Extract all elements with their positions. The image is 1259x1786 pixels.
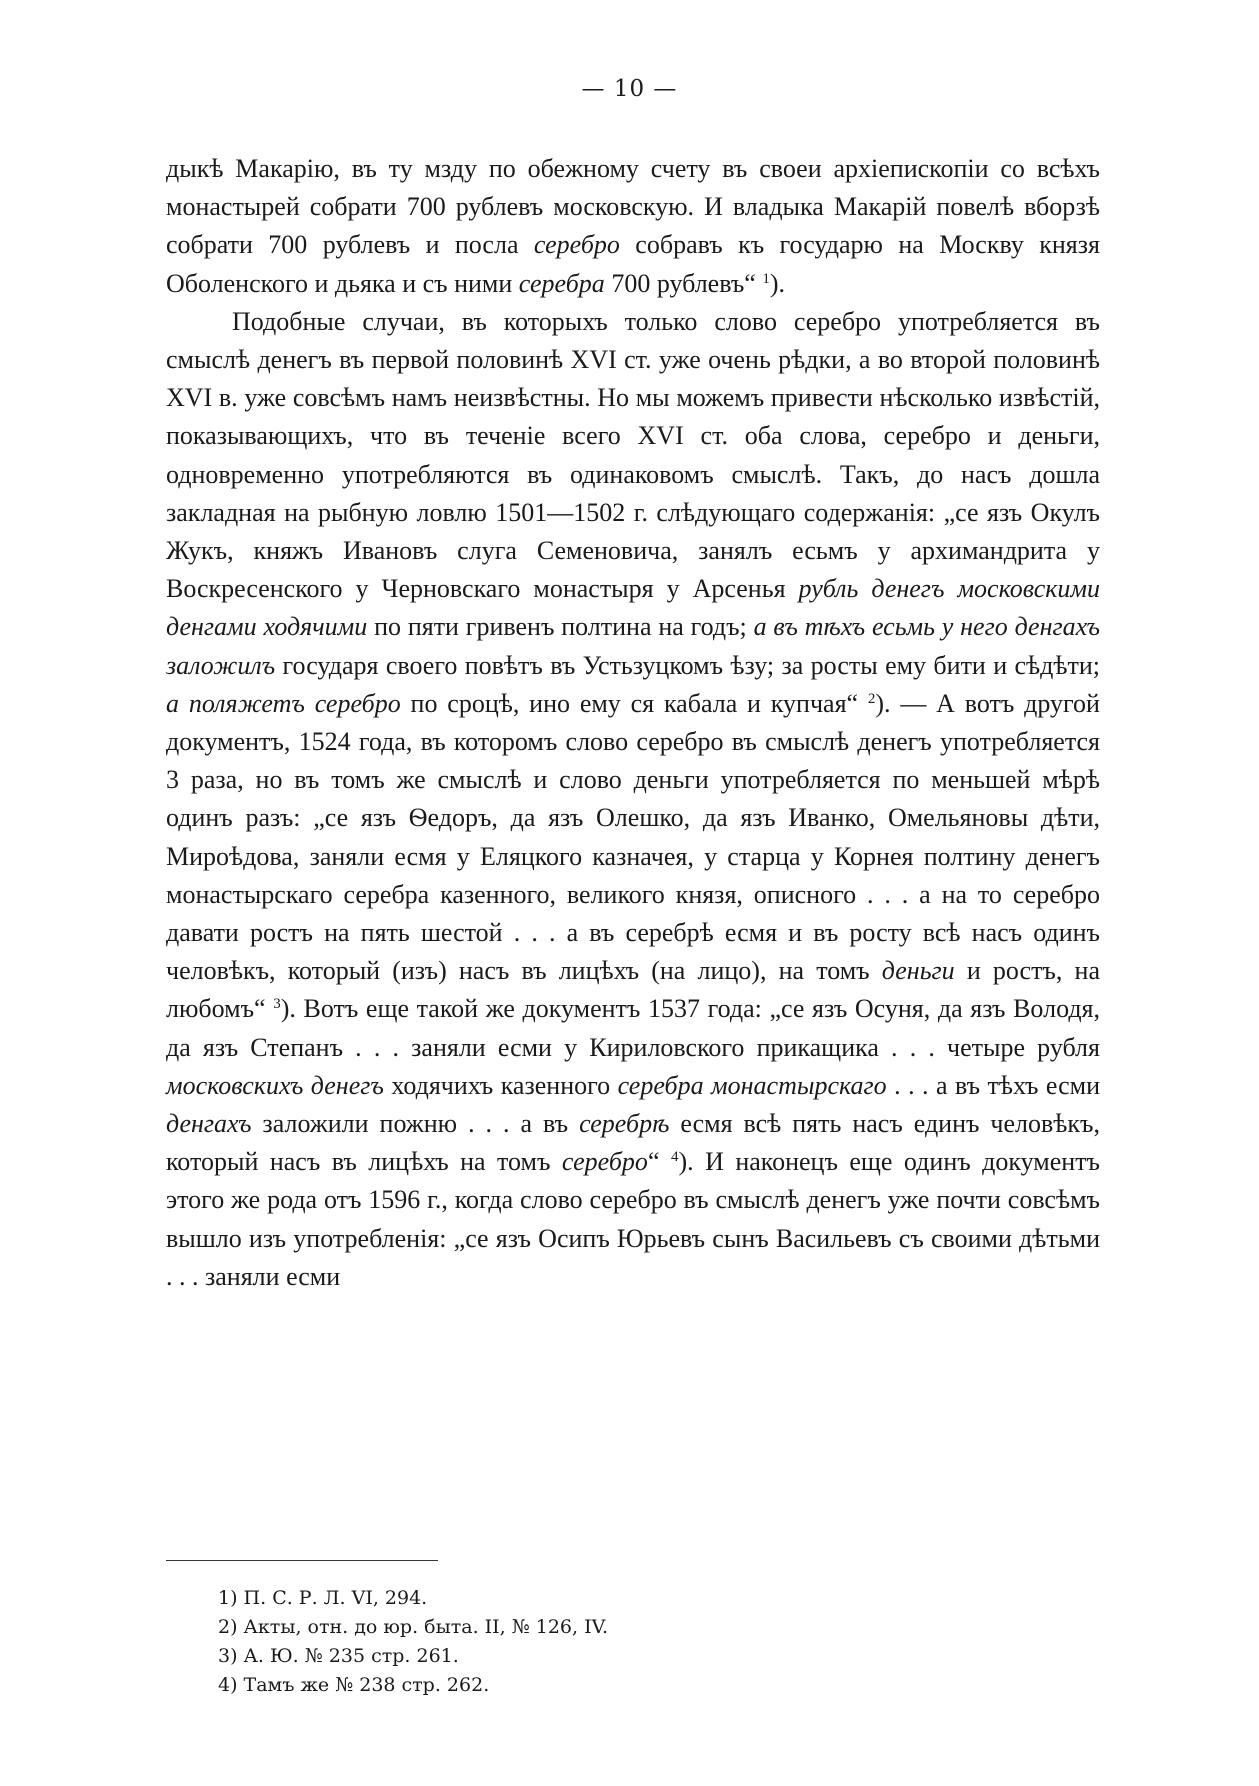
footnote-marker: 1 <box>762 270 770 287</box>
footnote-3: 3) А. Ю. № 235 стр. 261. <box>218 1645 459 1667</box>
main-text <box>166 150 1100 1296</box>
italic-run: серебро <box>533 230 620 260</box>
text-run: государя своего повѣтъ въ Устьзуцкомъ ѣзу; за росты ему бити и сѣдѣти; <box>275 650 1100 680</box>
paragraph-1 <box>166 150 1100 303</box>
text-run: ). Вотъ еще такой же документъ 1537 года: „се язъ Осуня, да язъ Володя, да язъ Степанъ . . . заняли есми у Кириловского прикащика . . . четыре рубля <box>166 994 1101 1062</box>
footnote-1: 1) П. С. Р. Л. VI, 294. <box>218 1587 428 1609</box>
italic-run: деньги <box>881 956 955 986</box>
text-run: . . . а въ тѣхъ есми <box>886 1070 1101 1100</box>
italic-run: денгахъ <box>166 1109 252 1139</box>
text-run: ). — А вотъ другой документъ, 1524 года, въ которомъ слово серебро въ смыслѣ денегъ употребляется 3 раза, но въ томъ же смыслѣ и слово деньги употребляется по меньшей мѣрѣ одинъ разъ: „се язъ Ѳедоръ, да язъ Олешко, да язъ Иванко, Омельяновы дѣти, Мироѣдова, заняли есмя у Еляцкого казначея, у старца у Корнея полтину денегъ монастырскаго серебра казенного, великого князя, описного . . . а на то серебро давати ростъ на пять шестой . . . а въ серебрѣ есмя и въ росту всѣ насъ одинъ человѣкъ, который (изъ) насъ въ лицѣхъ (на лицо), на томъ <box>166 688 1100 986</box>
footnote-marker: 3 <box>273 996 281 1013</box>
italic-run: серебра <box>518 268 605 298</box>
text-run: Подобные случаи, въ которыхъ только слово серебро употребляется въ смыслѣ денегъ въ первой половинѣ XVI ст. уже очень рѣдки, а во второй половинѣ XVI в. уже совсѣмъ намъ неизвѣстны. Но мы можемъ привести нѣсколько извѣстій, показывающихъ, что въ теченіе всего XVI ст. оба слова, серебро и деньги, одновременно употребляются въ одинаковомъ смыслѣ. Такъ, до насъ дошла закладная на рыбную ловлю 1501—1502 г. слѣдующаго содержанія: „се язъ Окулъ Жукъ, княжъ Ивановъ слуга Семеновича, занялъ есьмъ у архимандрита у Воскресенского у Черновскаго монастыря у Арсенья <box>166 306 1100 604</box>
italic-run: а въ тѣхъ есьмь у него денгахъ заложилъ <box>166 612 1101 680</box>
italic-run: московскихъ денегъ <box>166 1070 384 1100</box>
italic-run: серебрѣ <box>579 1109 670 1139</box>
footnotes <box>218 1584 608 1700</box>
footnote-4: 4) Тамъ же № 238 стр. 262. <box>218 1674 490 1696</box>
italic-run: серебра монастырскаго <box>617 1070 887 1100</box>
text-run: есмя всѣ пять насъ единъ человѣкъ, который насъ въ лицѣхъ на томъ <box>166 1109 1100 1177</box>
footnote-marker: 2 <box>867 690 876 707</box>
footnote-marker: 4 <box>670 1149 679 1166</box>
footnote-2: 2) Акты, отн. до юр. быта. II, № 126, IV. <box>218 1616 609 1638</box>
italic-run: рубль денегъ московскими денгами ходячими <box>166 574 1100 642</box>
italic-run: серебро <box>561 1147 648 1177</box>
text-run: собравъ къ государю на Москву князя Оболенского и дьяка и съ ними <box>166 230 1100 298</box>
text-run: и ростъ, на любомъ“ <box>166 956 1100 1024</box>
text-run: дыкѣ Макарію, въ ту мзду по обежному счету въ своеи архіепископіи со всѣхъ монастырей собрати 700 рублевъ московскую. И владыка Макарій повелѣ вборзѣ собрати 700 рублевъ и посла <box>166 154 1100 260</box>
page-number: — 10 — <box>581 76 678 102</box>
footnote-divider <box>166 1560 438 1561</box>
italic-run: а поляжетъ серебро <box>166 688 401 718</box>
paragraph-2 <box>166 303 1100 1296</box>
text-run: по сроцѣ, ино ему ся кабала и купчая“ <box>400 688 868 718</box>
text-run: 700 рублевъ“ <box>604 268 763 298</box>
text-run: по пяти гривенъ полтина на годъ; <box>367 612 754 642</box>
text-run: ). <box>769 268 786 298</box>
text-run: “ <box>647 1147 671 1177</box>
text-run: ходячихъ казенного <box>383 1070 618 1100</box>
text-run: ). И наконецъ еще одинъ документъ этого же рода отъ 1596 г., когда слово серебро въ смыслѣ денегъ уже почти совсѣмъ вышло изъ употребленія: „се язъ Осипъ Юрьевъ сынъ Васильевъ съ своими дѣтьми . . . заняли есми <box>166 1147 1100 1291</box>
text-run: заложили пожню . . . а въ <box>251 1109 580 1139</box>
